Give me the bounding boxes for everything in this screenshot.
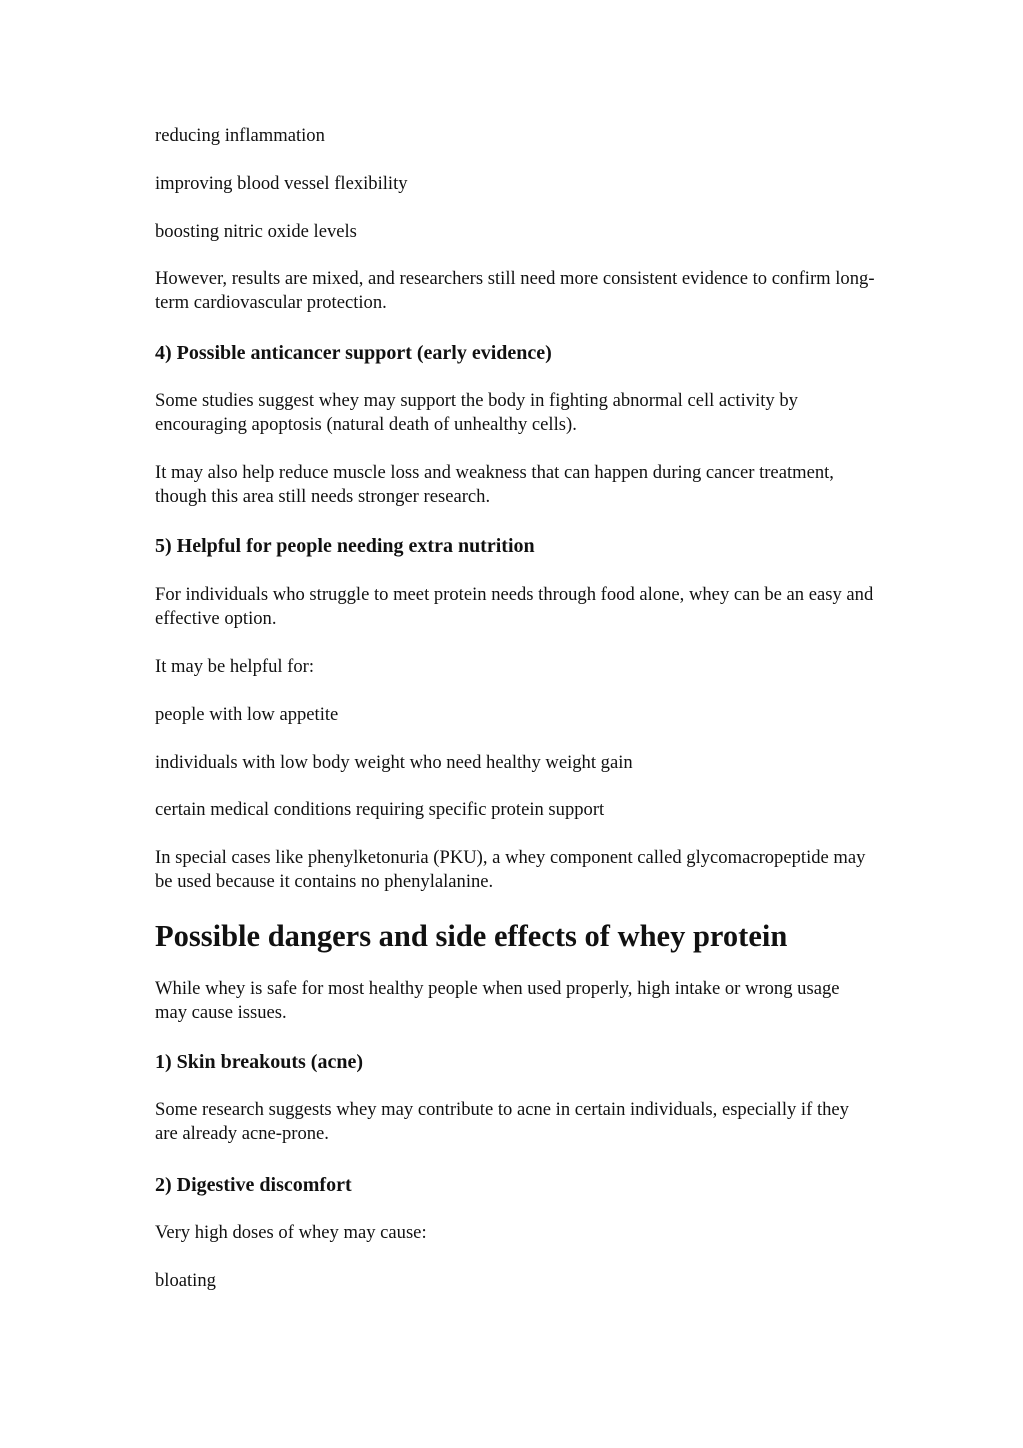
section-heading: 1) Skin breakouts (acne)	[155, 1051, 363, 1073]
paragraph: It may also help reduce muscle loss and weakness that can happen during cancer treatment, though this area still needs stronger research.	[155, 462, 834, 507]
paragraph: Very high doses of whey may cause:	[155, 1222, 427, 1243]
paragraph: Some research suggests whey may contribute to acne in certain individuals, especially if they are already acne-prone.	[155, 1099, 849, 1144]
list-item: reducing inflammation	[155, 125, 325, 146]
paragraph: However, results are mixed, and researchers still need more consistent evidence to confirm long-term cardiovascular protection.	[155, 268, 875, 313]
list-item: improving blood vessel flexibility	[155, 173, 408, 194]
paragraph: It may be helpful for:	[155, 656, 315, 677]
list-item: people with low appetite	[155, 704, 339, 725]
section-heading: 5) Helpful for people needing extra nutrition	[155, 535, 535, 557]
section-heading: 2) Digestive discomfort	[155, 1174, 352, 1196]
list-item: bloating	[155, 1270, 216, 1291]
paragraph: For individuals who struggle to meet protein needs through food alone, whey can be an easy and effective option.	[155, 584, 874, 629]
list-item: individuals with low body weight who need healthy weight gain	[155, 752, 633, 773]
paragraph: In special cases like phenylketonuria (PKU), a whey component called glycomacropeptide may be used because it contains no phenylalanine.	[155, 847, 866, 892]
paragraph: Some studies suggest whey may support the body in fighting abnormal cell activity by encouraging apoptosis (natural death of unhealthy cells).	[155, 390, 798, 435]
list-item: certain medical conditions requiring specific protein support	[155, 799, 605, 820]
list-item: boosting nitric oxide levels	[155, 221, 357, 242]
paragraph: While whey is safe for most healthy people when used properly, high intake or wrong usage may cause issues.	[155, 978, 840, 1023]
section-heading: 4) Possible anticancer support (early evidence)	[155, 342, 552, 364]
page-heading: Possible dangers and side effects of whey protein	[155, 919, 788, 953]
